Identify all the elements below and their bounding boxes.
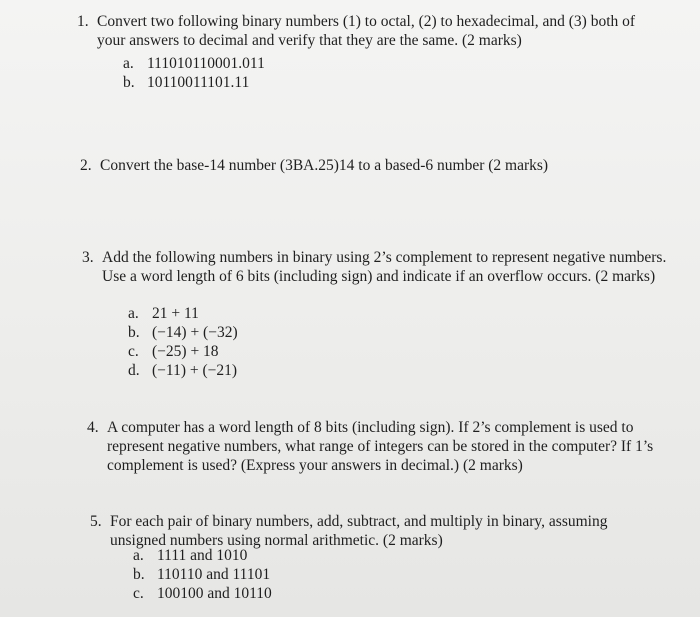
question-4	[87, 418, 687, 474]
question-2	[80, 156, 680, 176]
option-item	[133, 546, 272, 565]
option-item	[128, 323, 238, 342]
question-1	[77, 12, 677, 48]
option-text: 100100 and 10110	[157, 585, 272, 602]
option-text: (−11) + (−21)	[152, 362, 238, 379]
option-text: 10110011101.11	[147, 74, 250, 91]
options-list-1	[123, 54, 265, 92]
option-item	[128, 361, 238, 380]
question-number: 5.	[90, 513, 102, 530]
option-item	[123, 54, 265, 73]
option-text: 1111 and 1010	[157, 547, 248, 564]
option-letter: c.	[128, 343, 139, 360]
option-letter: b.	[128, 324, 140, 341]
question-number: 1.	[77, 13, 89, 30]
option-letter: a.	[133, 547, 144, 564]
option-item	[123, 73, 265, 92]
option-letter: b.	[123, 74, 135, 91]
option-text: 21 + 11	[152, 305, 199, 322]
option-item	[133, 584, 272, 603]
question-text: For each pair of binary numbers, add, subtract, and multiply in binary, assuming unsigned numbers using normal arithmetic. (2 marks)	[110, 513, 608, 549]
option-item	[133, 565, 272, 584]
option-letter: b.	[133, 566, 145, 583]
option-letter: a.	[123, 55, 134, 72]
question-text: Convert the base-14 number (3BA.25)14 to a based-6 number (2 marks)	[100, 157, 549, 174]
option-text: 111010110001.011	[147, 55, 265, 72]
question-number: 2.	[80, 157, 92, 174]
option-letter: c.	[133, 585, 144, 602]
option-text: 110110 and 11101	[157, 566, 271, 583]
question-text: A computer has a word length of 8 bits (including sign). If 2’s complement is used to represent negative numbers, what range of integers can be stored in the computer? If 1’s complement is used? (Express your answers in decimal.) (2 marks)	[107, 419, 654, 474]
option-letter: a.	[128, 305, 139, 322]
option-text: (−25) + 18	[152, 343, 219, 360]
options-list-3	[128, 304, 238, 380]
question-number: 4.	[87, 419, 99, 436]
option-item	[128, 304, 238, 323]
question-5	[90, 512, 690, 550]
options-list-5	[133, 546, 272, 603]
question-text: Add the following numbers in binary using 2’s complement to represent negative numbers. Use a word length of 6 bits (including sign) and indicate if an overflow occurs. (2 marks)	[102, 249, 667, 285]
option-text: (−14) + (−32)	[152, 324, 238, 341]
option-item	[128, 342, 238, 361]
question-3	[82, 248, 682, 304]
question-text: Convert two following binary numbers (1) to octal, (2) to hexadecimal, and (3) both of your answers to decimal and verify that they are the same. (2 marks)	[97, 13, 636, 49]
question-number: 3.	[82, 249, 94, 266]
option-letter: d.	[128, 362, 140, 379]
